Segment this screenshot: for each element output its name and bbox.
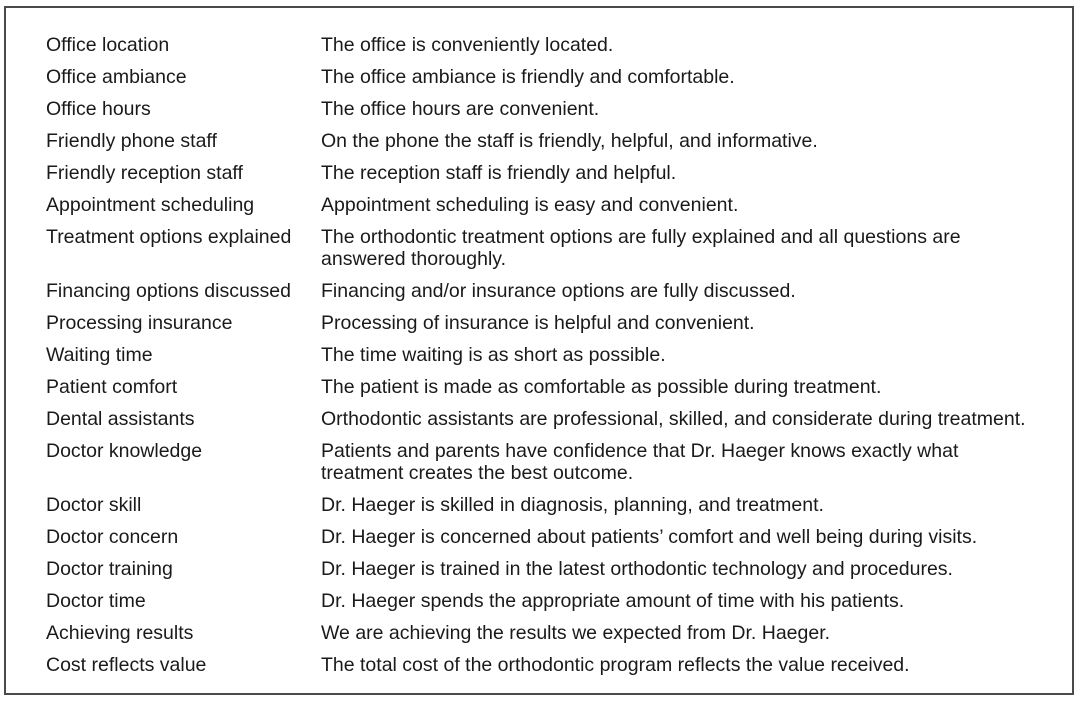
row-label: Processing insurance [46, 312, 233, 334]
table-row [46, 162, 1046, 194]
row-label: Office ambiance [46, 66, 187, 88]
table-row [46, 280, 1046, 312]
table-row [46, 312, 1046, 344]
table-row [46, 590, 1046, 622]
row-description: The patient is made as comfortable as possible during treatment. [321, 376, 882, 398]
row-description: Dr. Haeger is concerned about patients’ comfort and well being during visits. [321, 526, 978, 548]
table-row [46, 34, 1046, 66]
row-description: Appointment scheduling is easy and convenient. [321, 194, 739, 216]
row-label: Doctor skill [46, 494, 142, 516]
row-label: Waiting time [46, 344, 153, 366]
row-label: Doctor time [46, 590, 146, 612]
row-description: Financing and/or insurance options are fully discussed. [321, 280, 796, 302]
row-description: The orthodontic treatment options are fully explained and all questions are answered thoroughly. [321, 226, 961, 270]
row-label: Doctor concern [46, 526, 179, 548]
survey-items-table [46, 34, 1046, 686]
table-row [46, 66, 1046, 98]
table-row [46, 130, 1046, 162]
row-description: The time waiting is as short as possible. [321, 344, 666, 366]
row-description: Dr. Haeger spends the appropriate amount of time with his patients. [321, 590, 905, 612]
row-description: Patients and parents have confidence that Dr. Haeger knows exactly what treatment creates the best outcome. [321, 440, 959, 484]
row-description: The office hours are convenient. [321, 98, 600, 120]
table-row [46, 558, 1046, 590]
table-row [46, 98, 1046, 130]
table-row [46, 226, 1046, 280]
row-label: Treatment options explained [46, 226, 292, 248]
table-row [46, 622, 1046, 654]
row-label: Friendly reception staff [46, 162, 243, 184]
row-description: Dr. Haeger is trained in the latest orthodontic technology and procedures. [321, 558, 953, 580]
table-row [46, 344, 1046, 376]
row-label: Office hours [46, 98, 151, 120]
row-label: Office location [46, 34, 170, 56]
table-row [46, 494, 1046, 526]
row-label: Doctor knowledge [46, 440, 203, 462]
table-row [46, 526, 1046, 558]
row-description: Orthodontic assistants are professional, skilled, and considerate during treatment. [321, 408, 1026, 430]
row-label: Friendly phone staff [46, 130, 217, 152]
table-row [46, 408, 1046, 440]
row-description: We are achieving the results we expected from Dr. Haeger. [321, 622, 831, 644]
row-description: The office is conveniently located. [321, 34, 614, 56]
row-description: Dr. Haeger is skilled in diagnosis, planning, and treatment. [321, 494, 824, 516]
row-description: On the phone the staff is friendly, helpful, and informative. [321, 130, 818, 152]
table-row [46, 376, 1046, 408]
row-label: Appointment scheduling [46, 194, 255, 216]
row-label: Patient comfort [46, 376, 178, 398]
row-description: The total cost of the orthodontic program reflects the value received. [321, 654, 910, 676]
row-label: Financing options discussed [46, 280, 291, 302]
table-row [46, 440, 1046, 494]
row-description: The reception staff is friendly and helpful. [321, 162, 677, 184]
row-description: Processing of insurance is helpful and convenient. [321, 312, 755, 334]
row-label: Dental assistants [46, 408, 195, 430]
row-label: Doctor training [46, 558, 173, 580]
row-label: Achieving results [46, 622, 194, 644]
table-frame [4, 6, 1074, 695]
table-row [46, 194, 1046, 226]
row-description: The office ambiance is friendly and comfortable. [321, 66, 735, 88]
table-row [46, 654, 1046, 686]
row-label: Cost reflects value [46, 654, 207, 676]
